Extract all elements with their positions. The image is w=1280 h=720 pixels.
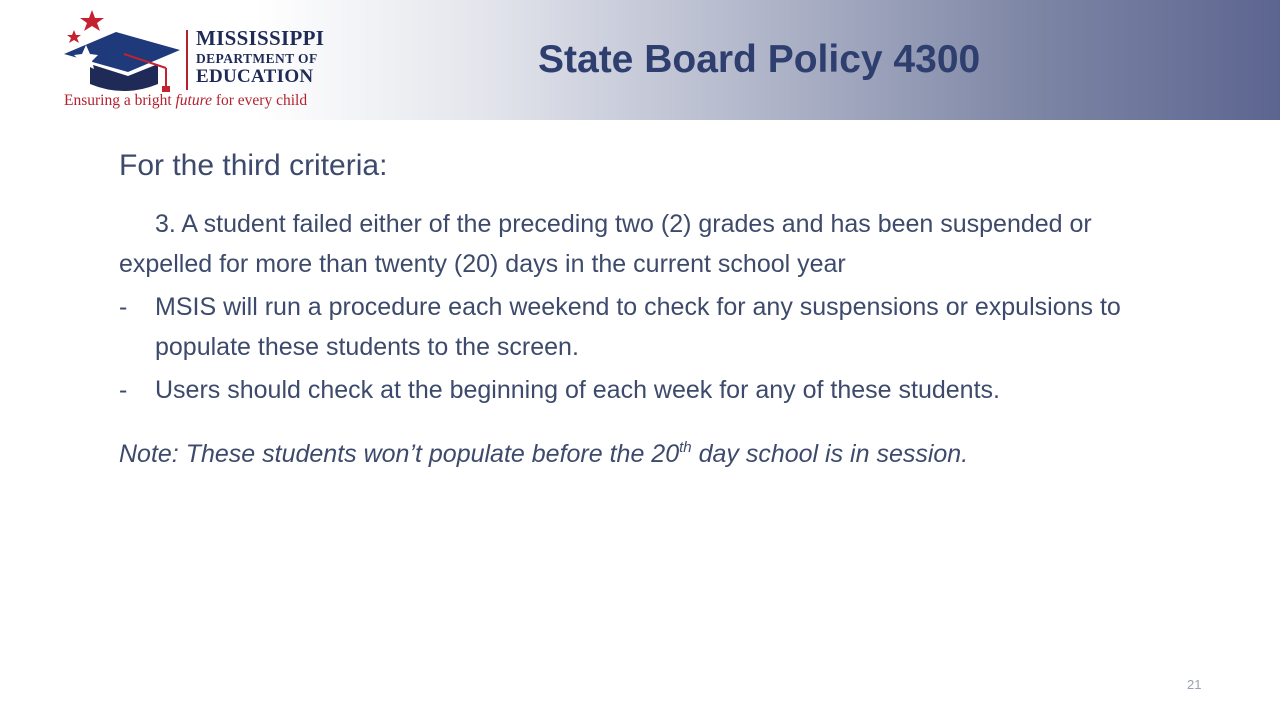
mde-logo: [58, 8, 368, 112]
bullet-item: [119, 287, 1179, 367]
tagline-end: for every child: [211, 92, 308, 109]
logo-tagline: [64, 92, 307, 110]
slide-body: [119, 146, 1179, 474]
logo-wordmark: [196, 28, 324, 86]
bullet-text: MSIS will run a procedure each weekend to check for any suspensions or expulsions to populate these students to the screen.: [155, 293, 1121, 361]
subheading: For the third criteria:: [119, 149, 388, 182]
logo-line-3: EDUCATION: [196, 65, 314, 87]
bullet-item: [119, 370, 1179, 410]
bullet-dash: -: [119, 376, 128, 404]
note-suffix: day school is in session.: [691, 440, 969, 468]
bullet-text: Users should check at the beginning of each week for any of these students.: [155, 376, 1000, 404]
logo-divider: [186, 30, 188, 90]
bullet-list: [119, 287, 1179, 410]
tagline-start: Ensuring a bright: [64, 92, 176, 109]
note-superscript: th: [679, 439, 692, 456]
note-text: [119, 434, 1179, 474]
tagline-emphasis: future: [175, 92, 212, 109]
note-prefix: Note: These students won’t populate before the 20: [119, 440, 680, 468]
logo-line-1: MISSISSIPPI: [196, 26, 325, 50]
slide-title: State Board Policy 4300: [538, 38, 981, 81]
bullet-dash: -: [119, 293, 128, 321]
logo-line-2: DEPARTMENT OF: [196, 51, 318, 66]
graduation-cap-emblem-icon: [58, 8, 188, 92]
criteria-text: 3. A student failed either of the preceding two (2) grades and has been suspended or expelled for more than twenty (20) days in the current school year: [119, 210, 1092, 278]
slide-number: 21: [1187, 677, 1202, 692]
